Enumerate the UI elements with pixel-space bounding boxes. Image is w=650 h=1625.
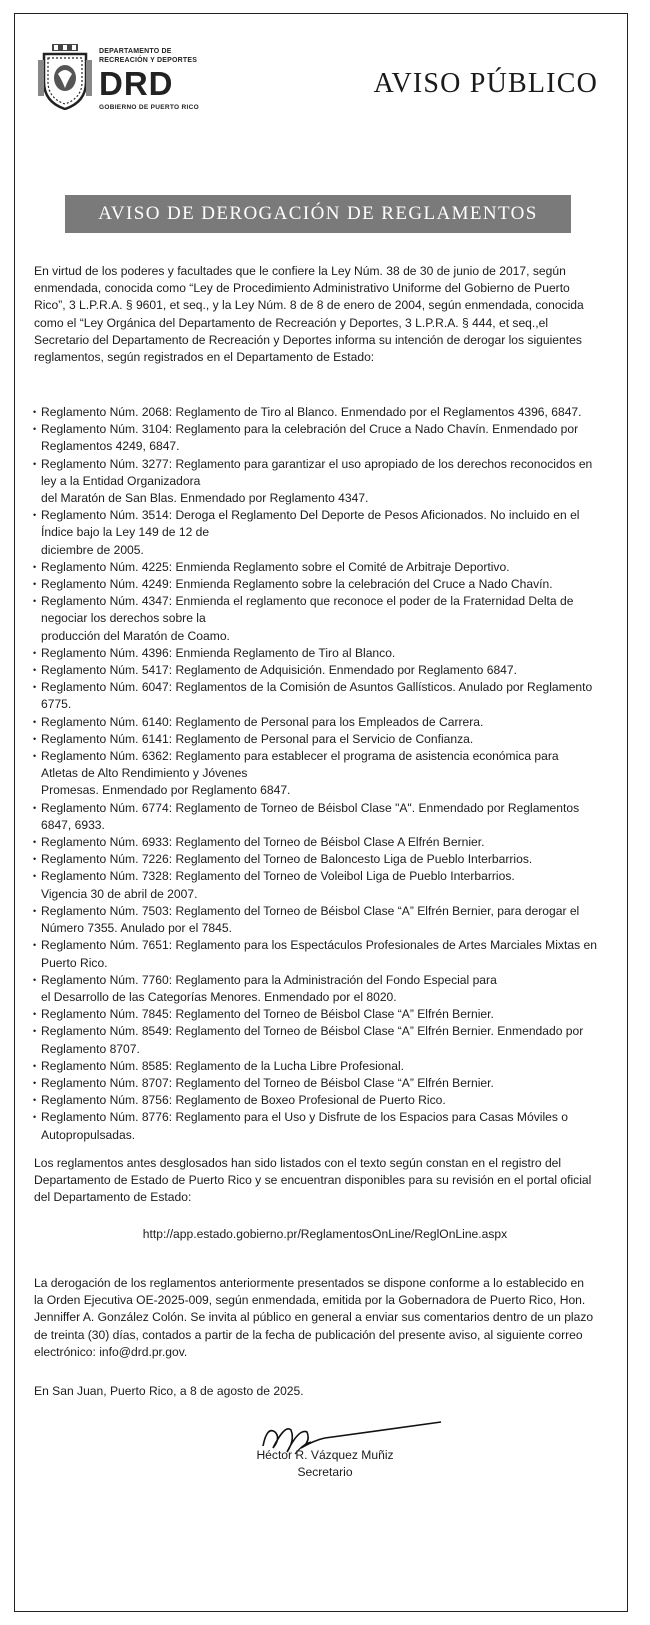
regulation-item: • Reglamento Núm. 6362: Reglamento para establecer el programa de asistencia económica para Atletas de Alto Rendimiento y Jóvenes Promesas. Enmendado por Reglamento 6847. [33,748,598,800]
regulation-item: • Reglamento Núm. 6047: Reglamentos de la Comisión de Asuntos Gallísticos. Anulado por Reglamento 6775. [33,679,598,713]
regulation-item: • Reglamento Núm. 7760: Reglamento para la Administración del Fondo Especial para el Desarrollo de las Categorías Menores. Enmendado por el 8020. [33,972,598,1006]
coat-of-arms-icon [38,44,92,110]
regulation-item: • Reglamento Núm. 4347: Enmienda el reglamento que reconoce el poder de la Fraternidad Delta de negociar los derechos sobre la producción del Maratón de Coamo. [33,593,598,645]
regulations-url-link[interactable]: http://app.estado.gobierno.pr/ReglamentosOnLine/ReglOnLine.aspx [142,1227,508,1241]
regulation-item: • Reglamento Núm. 3104: Reglamento para la celebración del Cruce a Nado Chavín. Enmendado por Reglamentos 4249, 6847. [33,421,598,455]
regulation-item: • Reglamento Núm. 3277: Reglamento para garantizar el uso apropiado de los derechos reconocidos en ley a la Entidad Organizadora del Maratón de San Blas. Enmendado por Reglamento 4347. [33,456,598,508]
department-line-2: RECREACIÓN Y DEPORTES [99,57,198,64]
notice-banner [65,195,571,233]
regulation-item: • Reglamento Núm. 6933: Reglamento del Torneo de Béisbol Clase A Elfrén Bernier. [33,834,598,851]
regulation-item: • Reglamento Núm. 3514: Deroga el Reglamento Del Deporte de Pesos Aficionados. No incluido en el Índice bajo la Ley 149 de 12 de diciembre de 2005. [33,507,598,559]
regulation-item: • Reglamento Núm. 6140: Reglamento de Personal para los Empleados de Carrera. [33,714,598,731]
regulation-item: • Reglamento Núm. 8756: Reglamento de Boxeo Profesional de Puerto Rico. [33,1092,598,1109]
regulation-item: • Reglamento Núm. 7845: Reglamento del Torneo de Béisbol Clase “A” Elfrén Bernier. [33,1006,598,1023]
regulation-item: • Reglamento Núm. 8549: Reglamento del Torneo de Béisbol Clase “A” Elfrén Bernier. Enmendado por Reglamento 8707. [33,1023,598,1057]
place-date: En San Juan, Puerto Rico, a 8 de agosto de 2025. [34,1384,304,1398]
intro-paragraph: En virtud de los poderes y facultades que le confiere la Ley Núm. 38 de 30 de junio de 2017, según enmendada, conocida como “Ley de Procedimiento Administrativo Uniforme del Gobierno de Puerto Rico”, 3 L.P.R.A. § 9601, et seq., y la Ley Núm. 8 de 8 de enero de 2004, según enmendada, conocida como el “Ley Orgánica del Departamento de Recreación y Deportes, 3 L.P.R.A. § 444, et seq.,el Secretario del Departamento de Recreación y Deportes informa su intención de derogar los siguientes reglamentos, según registrados en el Departamento de Estado: [34,264,584,365]
regulations-list [33,404,598,1144]
regulation-item: • Reglamento Núm. 6141: Reglamento de Personal para el Servicio de Confianza. [33,731,598,748]
regulation-item: • Reglamento Núm. 7226: Reglamento del Torneo de Baloncesto Liga de Pueblo Interbarrios. [33,851,598,868]
regulation-item: • Reglamento Núm. 2068: Reglamento de Tiro al Blanco. Enmendado por el Reglamentos 4396, 6847. [33,404,598,421]
regulation-item: • Reglamento Núm. 8776: Reglamento para el Uso y Disfrute de los Espacios para Casas Móviles o Autopropulsadas. [33,1109,598,1143]
banner-title: AVISO DE DEROGACIÓN DE REGLAMENTOS [98,203,538,224]
regulation-item: • Reglamento Núm. 7651: Reglamento para los Espectáculos Profesionales de Artes Marciales Mixtas en Puerto Rico. [33,937,598,971]
signer-block [0,1447,650,1481]
regulation-item: • Reglamento Núm. 7328: Reglamento del Torneo de Voleibol Liga de Pueblo Interbarrios. Vigencia 30 de abril de 2007. [33,868,598,902]
closing-paragraph: La derogación de los reglamentos anteriormente presentados se dispone conforme a lo establecido en la Orden Ejecutiva OE-2025-009, según enmendada, emitida por la Gobernadora de Puerto Rico, Hon. Jenniffer A. González Colón. Se invita al público en general a enviar sus comentarios dentro de un plazo de treinta (30) días, contados a partir de la fecha de publicación del presente aviso, al siguiente correo electrónico: info@drd.pr.gov. [34,1276,594,1359]
header [38,40,598,125]
regulation-item: • Reglamento Núm. 4396: Enmienda Reglamento de Tiro al Blanco. [33,645,598,662]
logo-wordmark: DRD [99,65,174,102]
regulation-item: • Reglamento Núm. 7503: Reglamento del Torneo de Béisbol Clase “A” Elfrén Bernier, para derogar el Número 7355. Anulado por el 7845. [33,903,598,937]
signer-title: Secretario [297,1465,353,1479]
page-title: AVISO PÚBLICO [373,68,598,99]
regulation-item: • Reglamento Núm. 4249: Enmienda Reglamento sobre la celebración del Cruce a Nado Chavín. [33,576,598,593]
regulation-item: • Reglamento Núm. 8585: Reglamento de la Lucha Libre Profesional. [33,1058,598,1075]
regulation-item: • Reglamento Núm. 5417: Reglamento de Adquisición. Enmendado por Reglamento 6847. [33,662,598,679]
regulation-item: • Reglamento Núm. 4225: Enmienda Reglamento sobre el Comité de Arbitraje Deportivo. [33,559,598,576]
listed-paragraph: Los reglamentos antes desglosados han sido listados con el texto según constan en el registro del Departamento de Estado de Puerto Rico y se encuentran disponibles para su revisión en el portal oficial del Departamento de Estado: [34,1156,592,1205]
regulation-item: • Reglamento Núm. 6774: Reglamento de Torneo de Béisbol Clase "A". Enmendado por Reglamentos 6847, 6933. [33,800,598,834]
regulation-item: • Reglamento Núm. 8707: Reglamento del Torneo de Béisbol Clase “A” Elfrén Bernier. [33,1075,598,1092]
signer-name: Héctor R. Vázquez Muñiz [256,1448,394,1462]
department-line-1: DEPARTAMENTO DE [99,48,172,55]
government-label: GOBIERNO DE PUERTO RICO [99,104,199,111]
